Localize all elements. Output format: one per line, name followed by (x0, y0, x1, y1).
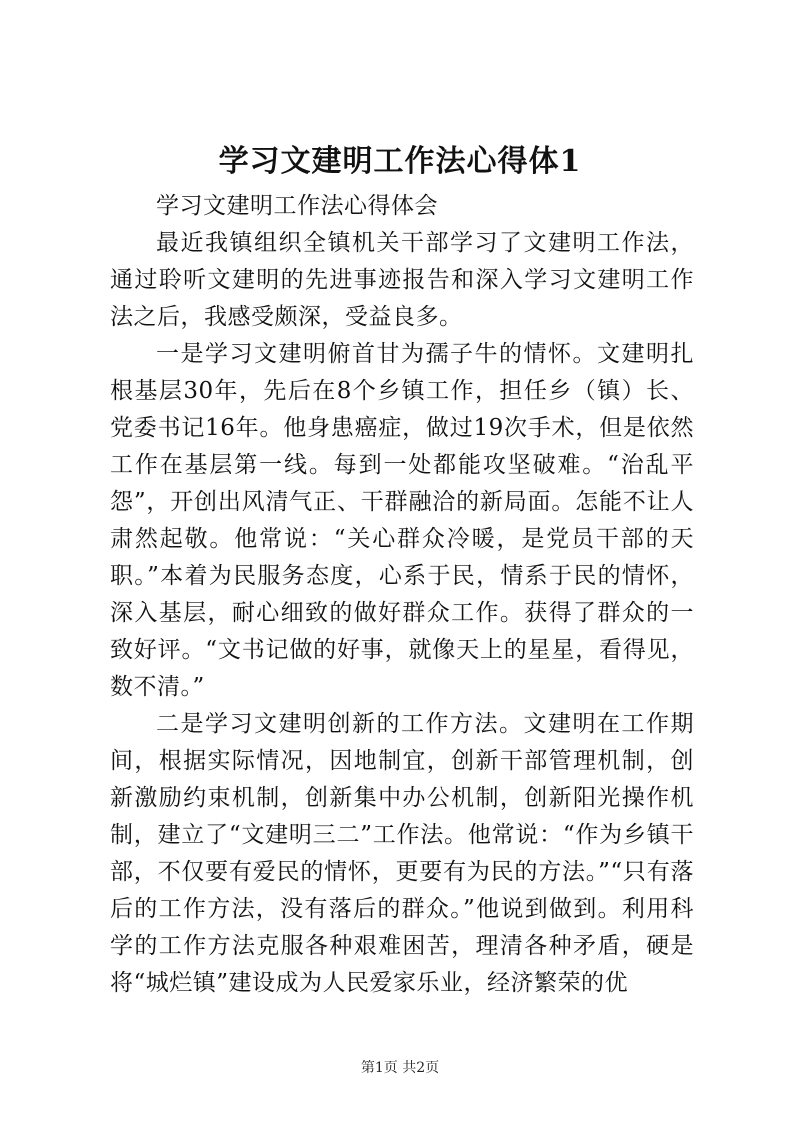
paragraph-intro: 最近我镇组织全镇机关干部学习了文建明工作法，通过聆听文建明的先进事迹报告和深入学习文建明工作法之后，我感受颇深，受益良多。 (110, 230, 694, 330)
paragraph-point-one: 一是学习文建明俯首甘为孺子牛的情怀。文建明扎根基层30年，先后在8个乡镇工作，担任乡（镇）长、党委书记16年。他身患癌症，做过19次手术，但是依然工作在基层第一线。每到一处都能攻坚破难。“治乱平怨”，开创出风清气正、干群融洽的新局面。怎能不让人肃然起敬。他常说：“关心群众冷暖，是党员干部的天职。”本着为民服务态度，心系于民，情系于民的情怀，深入基层，耐心细致的做好群众工作。获得了群众的一致好评。“文书记做的好事，就像天上的星星，看得见，数不清。” (110, 341, 694, 700)
paragraph-subtitle: 学习文建明工作法心得体会 (156, 193, 438, 219)
document-title: 学习文建明工作法心得体1 (218, 144, 582, 179)
paragraph-point-two: 二是学习文建明创新的工作方法。文建明在工作期间，根据实际情况，因地制宜，创新干部管理机制，创新激励约束机制，创新集中办公机制，创新阳光操作机制，建立了“文建明三二”工作法。他常说：“作为乡镇干部，不仅要有爱民的情怀，更要有为民的方法。”“只有落后的工作方法，没有落后的群众。”他说到做到。利用科学的工作方法克服各种艰难困苦，理清各种矛盾，硬是将“城烂镇”建设成为人民爱家乐业，经济繁荣的优 (110, 711, 694, 996)
page-footer: 第1页 共2页 (360, 1060, 440, 1076)
document-body (110, 188, 694, 1002)
